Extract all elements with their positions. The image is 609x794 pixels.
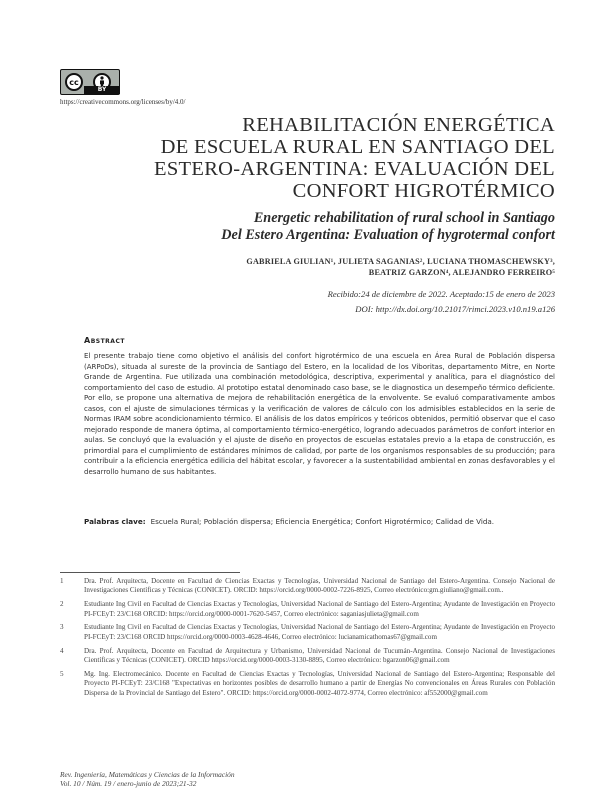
cc-icon: cc [65,73,83,91]
footnote [60,600,555,619]
article-title-spanish [85,114,555,202]
footnote-divider [60,572,240,573]
abstract-text: El presente trabajo tiene como objetivo el análisis del confort higrotérmico de una escuela en Área Rural de Población dispersa (ARPoDs), situada al sureste de la provincia de Santiago del Estero, en la localidad de los Viboritas, departamento Mitre, en Norte Grande de Argentina. Fue utilizada una combinación metodológica, descriptiva, experimental y analítica, para el diagnóstico del comportamiento del caso de estudio. Al prototipo estatal denominado caso base, se le diagnostica un desempeño térmico deficiente. Por ello, se propone una alternativa de mejora de rehabilitación energética de la envolvente. Se evaluó comparativamente ambos casos, con el ajuste de simulaciones térmicas y la verificación de valores de cálculo con los admisibles establecidos en la serie de Normas IRAM sobre acondicionamiento térmico. El análisis de los datos empíricos y teóricos obtenidos, permitió observar que el caso mejorado responde de manera óptima, al comportamiento térmico-energético, logrando adecuados parámetros de confort interior en aulas. Se concluyó que la evaluación y el ajuste de diseño en proyectos de escuelas estatales previo a la etapa de construcción, es primordial para el cumplimiento de estándares mínimos de calidad, por parte de los organismos responsables de su producción; para contribuir a la eficiencia energética edilicia del hábitat escolar, y favorecer a la sustentabilidad ambiental en zonas desfavorables y el desarrollo humano de sus habitantes. [84,352,555,476]
footnote-text: Mg. Ing. Electromecánico. Docente en Facultad de Ciencias Exactas y Tecnologías, Universidad Nacional de Santiago del Estero-Argentina; Responsable del Proyecto PI-FCEyT: 23/C168 "Expectativas en horizontes posibles de desarrollo humano a partir de Energías No convencionales en Áreas Rurales con Población Dispersa de la Provincial de Santiago del Estero". ORCID: https://orcid.org/0000-0002-4072-9774, Correo electrónico: af552000@gmail.com [84,669,555,697]
journal-citation [60,770,360,788]
authors-line: BEATRIZ GARZON⁴, ALEJANDRO FERREIRO⁵ [368,268,555,277]
title-es-line: DE ESCUELA RURAL EN SANTIAGO DEL [160,136,555,158]
publication-dates [135,287,555,317]
title-en-line: Del Estero Argentina: Evaluation of hygrotermal confort [221,227,555,243]
title-es-line: REHABILITACIÓN ENERGÉTICA [242,114,555,136]
footnote-number: 4 [60,646,64,655]
footnote-number: 5 [60,669,64,678]
title-es-line: CONFORT HIGROTÉRMICO [292,180,555,202]
footnote [60,647,555,666]
footnote [60,670,555,698]
abstract-heading: Abstract [84,336,125,345]
article-title-english [85,210,555,244]
doi-link[interactable]: DOI: http://dx.doi.org/10.21017/rimci.2023.v10.n19.a126 [355,304,555,314]
authors-line: GABRIELA GIULIAN¹, JULIETA SAGANIAS², LUCIANA THOMASCHEWSKY³, [246,257,555,266]
footnote-text: Estudiante Ing Civil en Facultad de Ciencias Exactas y Tecnologías, Universidad Nacional de Santiago del Estero-Argentina; Ayudante de Investigación en Proyecto PI-FCEyT: 23/C168 ORCID: https://orcid.org/0000-0001-7620-5457, Correo electrónico: saganiasjulieta@gmail.com [84,600,555,618]
license-url[interactable]: https://creativecommons.org/licenses/by/4.0/ [60,98,186,106]
title-es-line: ESTERO-ARGENTINA: EVALUACIÓN DEL [154,158,555,180]
footnote-number: 2 [60,600,64,609]
keywords [84,517,555,526]
footnote [60,577,555,596]
title-en-line: Energetic rehabilitation of rural school in Santiago [253,210,555,226]
creative-commons-badge [60,69,120,95]
journal-volume: Vol. 10 / Núm. 19 / enero-junio de 2023;21-32 [60,779,197,788]
received-accepted: Recibido:24 de diciembre de 2022. Aceptado:15 de enero de 2023 [327,289,555,299]
author-list [135,256,555,278]
footnote-text: Dra. Prof. Arquitecta, Docente en Facultad de Ciencias Exactas y Tecnologías, Universidad Nacional de Santiago del Estero-Argentina. Consejo Nacional de Investigaciones Científicas y Técnicas (CONICET). ORCID: https://orcid.org/0000-0002-7226-8925, Correo electrónico:gm.giuliano@gmail.com.. [84,577,555,595]
journal-name: Rev. Ingeniería, Matemáticas y Ciencias de la Información [60,770,235,779]
keywords-label: Palabras clave: [84,517,146,526]
footnote-number: 1 [60,577,64,585]
footnote-number: 3 [60,623,64,632]
keywords-list: Escuela Rural; Población dispersa; Eficiencia Energética; Confort Higrotérmico; Calidad de Vida. [150,517,495,526]
footnote [60,623,555,642]
footnotes [60,577,555,702]
footnote-text: Estudiante Ing Civil en Facultad de Ciencias Exactas y Tecnologías, Universidad Nacional de Santiago del Estero-Argentina; Ayudante de Investigación en Proyecto PI-FCEyT: 23/C168 ORCID https://orcid.org/0000-0003-4628-4646, Correo electrónico: lucianamicathomas67@gmail.com [84,623,555,641]
footnote-text: Dra. Prof. Arquitecta, Docente en Facultad de Arquitectura y Urbanismo, Universidad Nacional de Tucumán-Argentina. Consejo Nacional de Investigaciones Científicas y Técnicas (CONICET). ORCID https://orcid.org/0000-0003-3130-8895, Correo electrónico: bgarzon06@gmail.com [84,646,555,665]
by-label: BY [84,86,120,94]
